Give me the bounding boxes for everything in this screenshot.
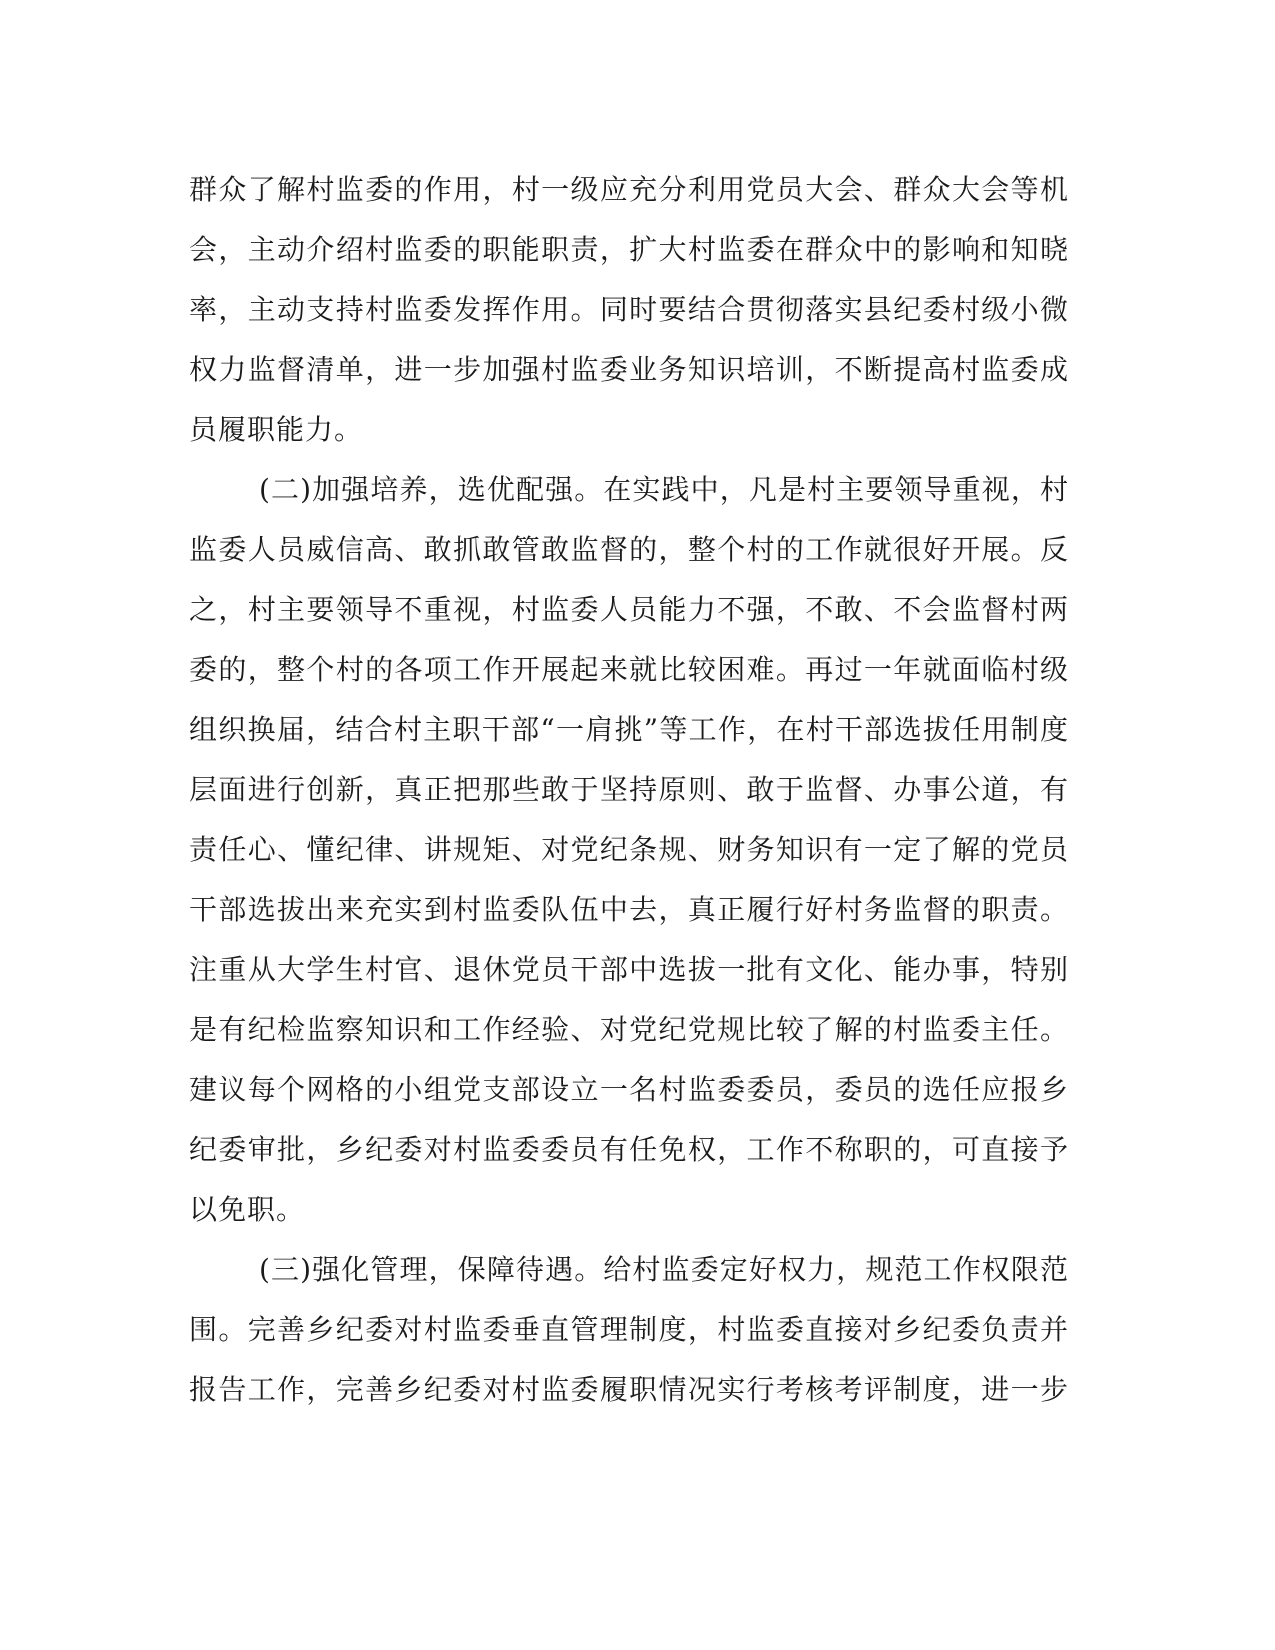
text-line: 组织换届，结合村主职干部“一肩挑”等工作，在村干部选拔任用制度 <box>189 713 1069 746</box>
text-line: 会，主动介绍村监委的职能职责，扩大村监委在群众中的影响和知晓 <box>189 233 1069 266</box>
text-line: 注重从大学生村官、退休党员干部中选拔一批有文化、能办事，特别 <box>189 953 1069 986</box>
text-line: 建议每个网格的小组党支部设立一名村监委委员，委员的选任应报乡 <box>189 1073 1069 1106</box>
section-heading-line: (二)加强培养，选优配强。在实践中，凡是村主要领导重视，村 <box>259 473 1069 506</box>
text-line: 员履职能力。 <box>189 413 364 446</box>
text-line: 之，村主要领导不重视，村监委人员能力不强，不敢、不会监督村两 <box>189 593 1069 626</box>
section-heading-line: (三)强化管理，保障待遇。给村监委定好权力，规范工作权限范 <box>259 1253 1069 1286</box>
text-line: 报告工作，完善乡纪委对村监委履职情况实行考核考评制度，进一步 <box>189 1373 1069 1406</box>
body-text <box>189 160 1069 1420</box>
text-line: 率，主动支持村监委发挥作用。同时要结合贯彻落实县纪委村级小微 <box>189 293 1069 326</box>
text-line: 以免职。 <box>189 1193 306 1226</box>
text-line: 层面进行创新，真正把那些敢于坚持原则、敢于监督、办事公道，有 <box>189 773 1069 806</box>
text-line: 监委人员威信高、敢抓敢管敢监督的，整个村的工作就很好开展。反 <box>189 533 1069 566</box>
text-line: 责任心、懂纪律、讲规矩、对党纪条规、财务知识有一定了解的党员 <box>189 833 1069 866</box>
text-line: 围。完善乡纪委对村监委垂直管理制度，村监委直接对乡纪委负责并 <box>189 1313 1069 1346</box>
text-line: 委的，整个村的各项工作开展起来就比较困难。再过一年就面临村级 <box>189 653 1069 686</box>
text-line: 干部选拔出来充实到村监委队伍中去，真正履行好村务监督的职责。 <box>189 893 1069 926</box>
text-line: 权力监督清单，进一步加强村监委业务知识培训，不断提高村监委成 <box>189 353 1069 386</box>
text-line: 纪委审批，乡纪委对村监委委员有任免权，工作不称职的，可直接予 <box>189 1133 1069 1166</box>
text-line: 群众了解村监委的作用，村一级应充分利用党员大会、群众大会等机 <box>189 173 1069 206</box>
text-line: 是有纪检监察知识和工作经验、对党纪党规比较了解的村监委主任。 <box>189 1013 1069 1046</box>
